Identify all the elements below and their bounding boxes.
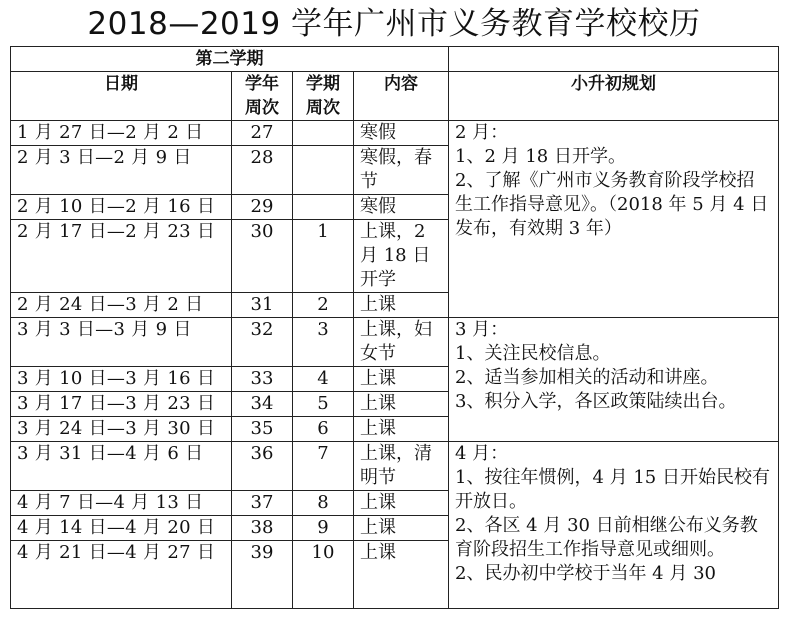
plan-cell-march <box>449 318 779 442</box>
content-cell: 上课 <box>354 293 449 318</box>
date-cell: 3 月 24 日—3 月 30 日 <box>11 417 232 442</box>
date-cell: 2 月 17 日—2 月 23 日 <box>11 220 232 293</box>
plan-line: 3、积分入学，各区政策陆续出台。 <box>455 391 737 412</box>
table-row <box>11 121 779 146</box>
page-title: 2018—2019 学年广州市义务教育学校校历 <box>87 6 701 42</box>
content-cell: 上课 <box>354 367 449 392</box>
date-cell: 1 月 27 日—2 月 2 日 <box>11 121 232 146</box>
plan-line: 2 月： <box>455 122 509 143</box>
content-cell: 上课，妇女节 <box>354 318 449 367</box>
plan-line: 3 月： <box>455 319 509 340</box>
date-cell: 4 月 7 日—4 月 13 日 <box>11 491 232 516</box>
content-cell: 上课 <box>354 417 449 442</box>
school-week-cell: 35 <box>232 417 293 442</box>
school-week-cell: 33 <box>232 367 293 392</box>
plan-line: 4 月： <box>455 443 509 464</box>
header-content: 内容 <box>354 72 449 121</box>
school-week-cell: 36 <box>232 442 293 491</box>
semester-label-blank <box>449 47 779 72</box>
school-calendar-table <box>10 46 779 609</box>
school-week-cell: 28 <box>232 146 293 195</box>
content-cell: 上课 <box>354 491 449 516</box>
term-week-cell: 3 <box>293 318 354 367</box>
date-cell: 2 月 24 日—3 月 2 日 <box>11 293 232 318</box>
plan-line: 2、了解《广州市义务教育阶段学校招生工作指导意见》。（2018 年 5 月 4 日发布，有效期 3 年） <box>455 170 769 239</box>
school-week-cell: 29 <box>232 195 293 220</box>
term-week-cell: 10 <box>293 541 354 609</box>
content-cell: 上课 <box>354 392 449 417</box>
date-cell: 3 月 31 日—4 月 6 日 <box>11 442 232 491</box>
header-term-week: 学期周次 <box>293 72 354 121</box>
school-week-cell: 34 <box>232 392 293 417</box>
plan-line: 2、民办初中学校于当年 4 月 30 <box>455 563 716 584</box>
content-cell: 上课，清明节 <box>354 442 449 491</box>
content-cell: 上课 <box>354 541 449 609</box>
table-row <box>11 442 779 491</box>
content-cell: 上课，2 月 18 日开学 <box>354 220 449 293</box>
plan-line: 1、按往年惯例，4 月 15 日开始民校有开放日。 <box>455 467 770 512</box>
plan-cell-april <box>449 442 779 609</box>
content-cell: 上课 <box>354 516 449 541</box>
header-date: 日期 <box>11 72 232 121</box>
school-week-cell: 27 <box>232 121 293 146</box>
date-cell: 2 月 3 日—2 月 9 日 <box>11 146 232 195</box>
term-week-cell: 4 <box>293 367 354 392</box>
term-week-cell <box>293 195 354 220</box>
semester-row <box>11 47 779 72</box>
term-week-cell: 6 <box>293 417 354 442</box>
school-week-cell: 32 <box>232 318 293 367</box>
content-cell: 寒假 <box>354 121 449 146</box>
header-row <box>11 72 779 121</box>
term-week-cell <box>293 121 354 146</box>
term-week-cell: 7 <box>293 442 354 491</box>
date-cell: 3 月 10 日—3 月 16 日 <box>11 367 232 392</box>
header-school-week: 学年周次 <box>232 72 293 121</box>
date-cell: 3 月 17 日—3 月 23 日 <box>11 392 232 417</box>
term-week-cell: 8 <box>293 491 354 516</box>
term-week-cell <box>293 146 354 195</box>
term-week-cell: 1 <box>293 220 354 293</box>
plan-line: 2、适当参加相关的活动和讲座。 <box>455 367 719 388</box>
header-plan: 小升初规划 <box>449 72 779 121</box>
date-cell: 3 月 3 日—3 月 9 日 <box>11 318 232 367</box>
school-week-cell: 38 <box>232 516 293 541</box>
school-week-cell: 30 <box>232 220 293 293</box>
plan-line: 2、各区 4 月 30 日前相继公布义务教育阶段招生工作指导意见或细则。 <box>455 515 758 560</box>
semester-label: 第二学期 <box>11 47 449 72</box>
school-week-cell: 39 <box>232 541 293 609</box>
date-cell: 4 月 21 日—4 月 27 日 <box>11 541 232 609</box>
term-week-cell: 9 <box>293 516 354 541</box>
date-cell: 4 月 14 日—4 月 20 日 <box>11 516 232 541</box>
plan-line: 1、关注民校信息。 <box>455 343 611 364</box>
date-cell: 2 月 10 日—2 月 16 日 <box>11 195 232 220</box>
school-week-cell: 31 <box>232 293 293 318</box>
table-row <box>11 318 779 367</box>
content-cell: 寒假 <box>354 195 449 220</box>
term-week-cell: 2 <box>293 293 354 318</box>
term-week-cell: 5 <box>293 392 354 417</box>
plan-line: 1、2 月 18 日开学。 <box>455 146 626 167</box>
school-week-cell: 37 <box>232 491 293 516</box>
plan-cell-february <box>449 121 779 318</box>
content-cell: 寒假，春节 <box>354 146 449 195</box>
